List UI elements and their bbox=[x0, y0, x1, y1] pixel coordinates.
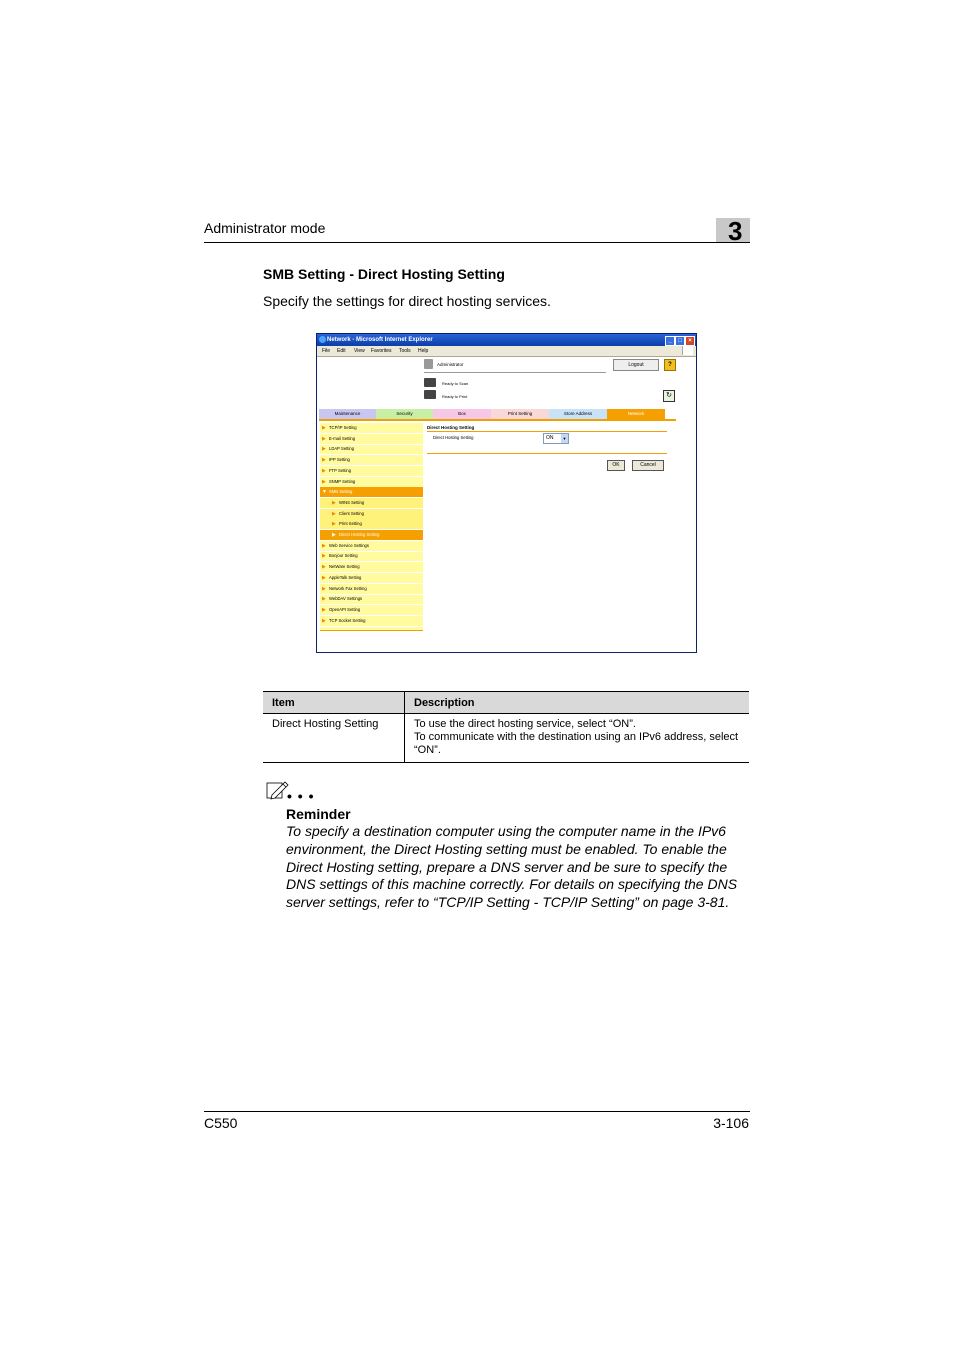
tab-print-setting[interactable]: Print Setting bbox=[491, 409, 549, 419]
menu-bar bbox=[317, 346, 696, 357]
direct-hosting-label: Direct Hosting Setting bbox=[433, 435, 474, 440]
note-dots-icon: • • • bbox=[287, 788, 315, 804]
sidebar-item-ftp[interactable]: ▶ FTP Setting bbox=[320, 466, 423, 477]
user-rule bbox=[424, 372, 606, 373]
menu-view[interactable]: View bbox=[354, 348, 365, 354]
sidebar-bottom-rule bbox=[320, 630, 423, 631]
administrator-icon bbox=[424, 359, 433, 369]
sidebar-item-bonjour[interactable]: ▶ Bonjour Setting bbox=[320, 551, 423, 562]
sidebar-item-email[interactable]: ▶ E-mail Setting bbox=[320, 434, 423, 445]
direct-hosting-select[interactable] bbox=[543, 433, 569, 444]
table-header-description: Description bbox=[405, 692, 750, 714]
main-panel-title: Direct Hosting Setting bbox=[427, 425, 475, 430]
user-label: Administrator bbox=[437, 362, 464, 367]
header-rule bbox=[204, 242, 750, 243]
tab-security[interactable]: Security bbox=[376, 409, 433, 419]
ie-icon bbox=[319, 336, 326, 343]
browser-screenshot bbox=[316, 333, 697, 653]
windows-logo-icon bbox=[682, 346, 693, 355]
sidebar-item-network-fax[interactable]: ▶ Network Fax Setting bbox=[320, 584, 423, 595]
table-cell-description bbox=[405, 714, 750, 763]
sidebar-item-print[interactable]: ▶ Print Setting bbox=[320, 519, 423, 530]
sidebar bbox=[320, 423, 423, 631]
minimize-icon[interactable]: _ bbox=[665, 336, 675, 346]
sidebar-item-direct-hosting[interactable]: ▶ Direct Hosting Setting bbox=[320, 530, 423, 541]
footer-model: C550 bbox=[204, 1115, 238, 1131]
logout-button[interactable]: Logout bbox=[613, 359, 659, 371]
tab-underline bbox=[319, 419, 676, 421]
main-panel-rule bbox=[427, 431, 667, 432]
tab-box[interactable]: Box bbox=[433, 409, 491, 419]
menu-tools[interactable]: Tools bbox=[399, 348, 411, 354]
footer-page-number: 3-106 bbox=[713, 1115, 749, 1131]
section-description: Specify the settings for direct hosting services. bbox=[263, 293, 551, 309]
scanner-icon bbox=[424, 378, 436, 387]
main-panel-rule-bottom bbox=[427, 453, 667, 454]
sidebar-item-smb[interactable]: ▼ SMB Setting bbox=[320, 487, 423, 498]
close-icon[interactable]: × bbox=[685, 336, 695, 346]
window-title: Network - Microsoft Internet Explorer bbox=[327, 337, 433, 343]
tab-bar bbox=[319, 409, 676, 419]
section-title: SMB Setting - Direct Hosting Setting bbox=[263, 266, 505, 282]
footer-rule bbox=[204, 1111, 750, 1112]
chapter-number: 3 bbox=[728, 216, 743, 246]
sidebar-item-ldap[interactable]: ▶ LDAP Setting bbox=[320, 444, 423, 455]
sidebar-item-ipp[interactable]: ▶ IPP Setting bbox=[320, 455, 423, 466]
maximize-icon[interactable]: □ bbox=[675, 336, 685, 346]
running-header-title: Administrator mode bbox=[204, 220, 326, 236]
chevron-down-icon: ▼ bbox=[562, 436, 567, 441]
tab-store-address[interactable]: Store Address bbox=[549, 409, 607, 419]
sidebar-item-tcp-socket[interactable]: ▶ TCP Socket Setting bbox=[320, 616, 423, 627]
sidebar-item-netware[interactable]: ▶ NetWare Setting bbox=[320, 562, 423, 573]
sidebar-item-wins[interactable]: ▶ WINS Setting bbox=[320, 498, 423, 509]
tab-network[interactable]: Network bbox=[607, 409, 665, 419]
sidebar-item-openapi[interactable]: ▶ OpenAPI Setting bbox=[320, 605, 423, 616]
ok-button[interactable]: OK bbox=[607, 460, 625, 471]
menu-favorites[interactable]: Favorites bbox=[371, 348, 392, 354]
description-line-1: To use the direct hosting service, select “ON”. bbox=[414, 718, 636, 730]
refresh-icon[interactable]: ↻ bbox=[663, 390, 675, 402]
sidebar-item-web-service[interactable]: ▶ Web Service Settings bbox=[320, 541, 423, 552]
sidebar-item-client[interactable]: ▶ Client Setting bbox=[320, 509, 423, 520]
cancel-button[interactable]: Cancel bbox=[632, 460, 664, 471]
menu-help[interactable]: Help bbox=[418, 348, 429, 354]
window-titlebar bbox=[317, 334, 696, 346]
sidebar-item-tcpip[interactable]: ▶ TCP/IP Setting bbox=[320, 423, 423, 434]
reminder-title: Reminder bbox=[286, 806, 351, 822]
print-status: Ready to Print bbox=[442, 394, 468, 399]
sidebar-item-appletalk[interactable]: ▶ AppleTalk Setting bbox=[320, 573, 423, 584]
menu-file[interactable]: File bbox=[322, 348, 331, 354]
table-header-item: Item bbox=[263, 692, 405, 714]
direct-hosting-value: ON bbox=[546, 435, 554, 441]
reminder-body: To specify a destination computer using the computer name in the IPv6 environment, the Direct Hosting setting must be enabled. To enable the Direct Hosting setting, prepare a DNS server and be sure to specify the DNS settings of this machine correctly. For details on specifying the DNS server settings, refer to “TCP/IP Setting - TCP/IP Setting” on page 3-81. bbox=[286, 823, 738, 911]
scan-status: Ready to Scan bbox=[442, 381, 469, 386]
sidebar-item-snmp[interactable]: ▶ SNMP Setting bbox=[320, 477, 423, 488]
settings-table bbox=[263, 691, 749, 763]
table-header-row bbox=[263, 692, 749, 714]
sidebar-item-webdav[interactable]: ▶ WebDAV Settings bbox=[320, 594, 423, 605]
table-row bbox=[263, 714, 749, 763]
printer-icon bbox=[424, 390, 436, 399]
description-line-2: To communicate with the destination using an IPv6 address, select “ON”. bbox=[414, 731, 739, 756]
help-button[interactable]: ? bbox=[664, 359, 676, 371]
menu-edit[interactable]: Edit bbox=[337, 348, 346, 354]
tab-maintenance[interactable]: Maintenance bbox=[319, 409, 376, 419]
table-cell-item: Direct Hosting Setting bbox=[263, 714, 405, 763]
